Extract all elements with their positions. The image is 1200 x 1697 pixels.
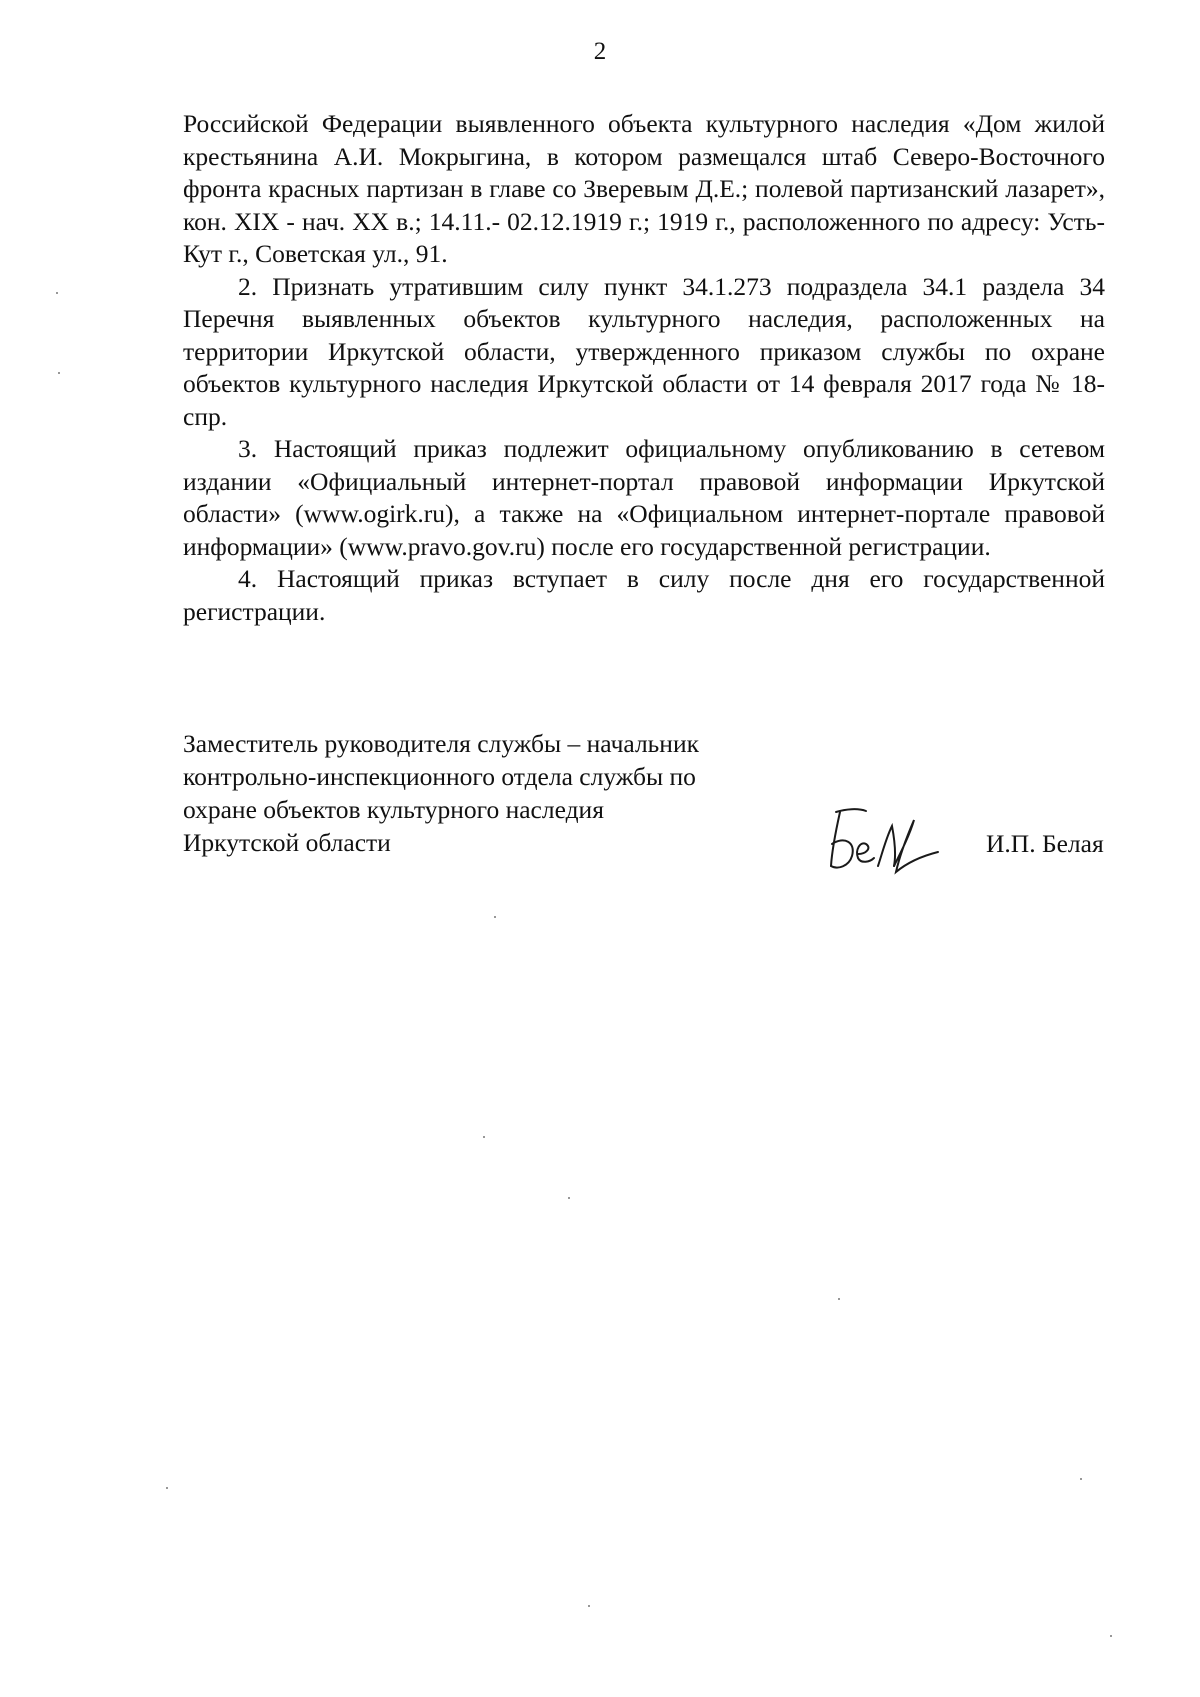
signatory-line: охране объектов культурного наследия bbox=[183, 795, 604, 824]
scan-speck bbox=[494, 916, 496, 918]
signatory-line: контрольно-инспекционного отдела службы по bbox=[183, 762, 696, 791]
scan-speck bbox=[1080, 1478, 1082, 1480]
handwritten-signature bbox=[822, 800, 942, 890]
paragraph-continuation: Российской Федерации выявленного объекта культурного наследия «Дом жилой крестьянина А.И. Мокрыгина, в котором размещался штаб Северо-Восточного фронта красных партизан в главе со Зверевым Д.Е.; полевой партизанский лазарет», кон. XIX - нач. XX в.; 14.11.- 02.12.1919 г.; 1919 г., расположенного по адресу: Усть-Кут г., Советская ул., 91. bbox=[183, 109, 1105, 268]
scan-speck bbox=[588, 1605, 590, 1607]
paragraph-item-2: 2. Признать утратившим силу пункт 34.1.273 подраздела 34.1 раздела 34 Перечня выявленных объектов культурного наследия, расположенных на территории Иркутской области, утвержденного приказом службы по охране объектов культурного наследия Иркутской области от 14 февраля 2017 года № 18-спр. bbox=[183, 271, 1105, 431]
signatory-line: Заместитель руководителя службы – начальник bbox=[183, 729, 699, 758]
scan-speck bbox=[56, 292, 58, 294]
page-number: 2 bbox=[593, 38, 607, 65]
signatory-position bbox=[183, 727, 783, 859]
scan-speck bbox=[166, 1487, 168, 1489]
document-body bbox=[183, 108, 1105, 628]
scan-speck bbox=[483, 1136, 485, 1138]
scan-speck bbox=[1110, 1635, 1112, 1637]
signatory-line: Иркутской области bbox=[183, 828, 391, 857]
paragraph-item-3: 3. Настоящий приказ подлежит официальному опубликованию в сетевом издании «Официальный интернет-портал правовой информации Иркутской области» (www.ogirk.ru), а также на «Официальном интернет-портале правовой информации» (www.pravo.gov.ru) после его государственной регистрации. bbox=[183, 434, 1105, 561]
paragraph-item-4: 4. Настоящий приказ вступает в силу после дня его государственной регистрации. bbox=[183, 564, 1105, 626]
scan-speck bbox=[568, 1197, 570, 1199]
signer-name: И.П. Белая bbox=[986, 829, 1104, 858]
scan-speck bbox=[838, 1298, 840, 1300]
scan-speck bbox=[58, 372, 60, 374]
